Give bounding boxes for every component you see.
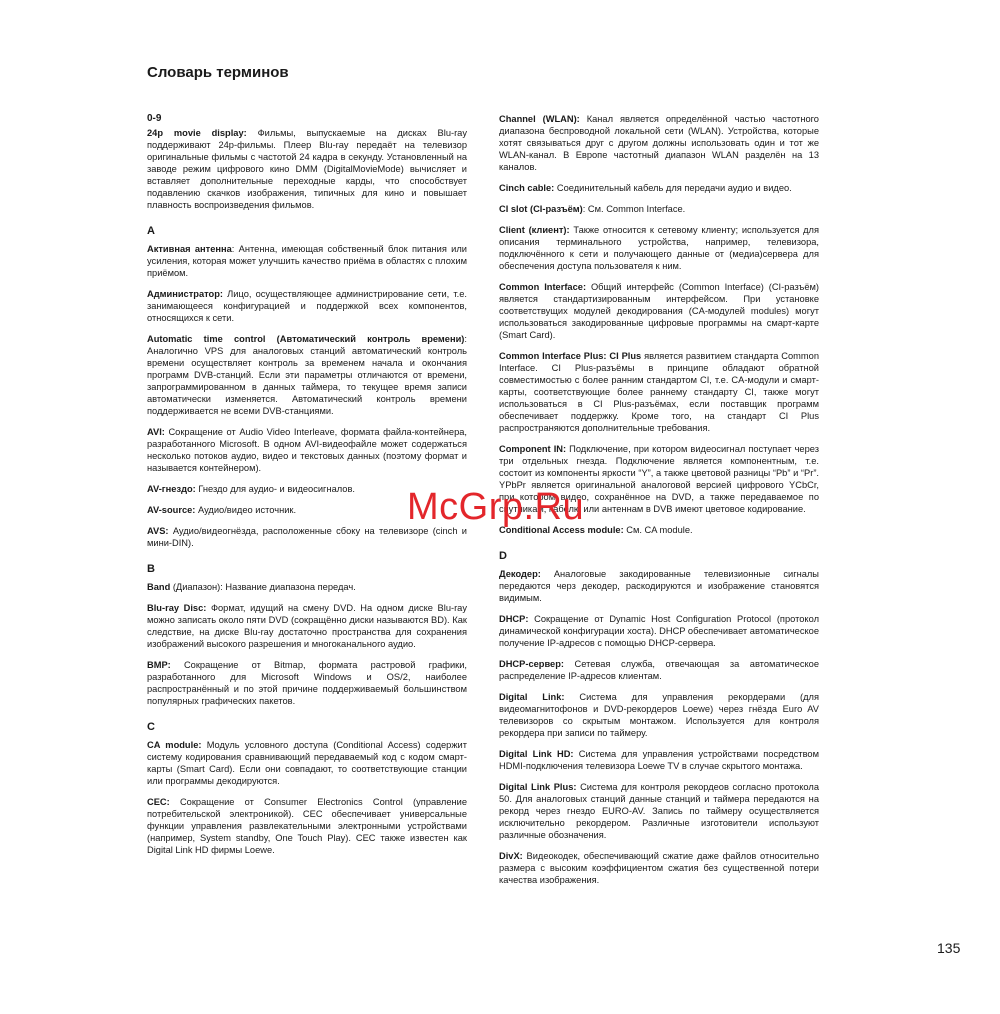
glossary-entry bbox=[499, 203, 819, 215]
glossary-definition: Фильмы, выпускаемые на дисках Blu-ray поддерживают 24p-фильмы. Плеер Blu-ray передаёт на телевизор оригинальные фильмы с частотой 24 кадра в секунду. Установленный на заводе режим цифрового кино DMM (DigitalMovieMode) вычисляет и вставляет дополнительные переходные карды, что способствует подавлению скачков изображения, типичных для кино и повышает плавность воспроизведения фильмов. bbox=[147, 128, 467, 210]
glossary-entry bbox=[147, 739, 467, 787]
glossary-term: Администратор: bbox=[147, 289, 223, 299]
section-letter-heading: D bbox=[499, 550, 507, 562]
glossary-entry bbox=[147, 333, 467, 417]
glossary-term: Digital Link Plus: bbox=[499, 782, 577, 792]
glossary-definition: Подключение, при котором видеосигнал поступает через три отдельных гнезда. Подключение является компонентным, т.е. состоит из компоненты яркости “Y”, а также цветовой разницы “Pb” и “Pr”. YPbPr является оригинальной аналоговой версией цифрового YCbCr, при котором видео, сохранённое на DVD, а также передаваемое по спутникам, кабелю или антеннам в DVB имеют цветовое кодирование. bbox=[499, 444, 819, 514]
glossary-entry bbox=[499, 224, 819, 272]
glossary-entry bbox=[147, 581, 467, 593]
glossary-entry bbox=[147, 426, 467, 474]
glossary-term: Band bbox=[147, 582, 171, 592]
glossary-term: Blu-ray Disc: bbox=[147, 603, 207, 613]
glossary-definition: Система для управления рекордерами (для видеомагнитофонов и DVD-рекордеров Loewe) через гнёзда Euro AV телевизоров со скрытым монтажом. Используется для контроля рекордера при записи по таймеру. bbox=[499, 692, 819, 738]
glossary-term: Component IN: bbox=[499, 444, 567, 454]
glossary-definition: Система для контроля рекордеов согласно протокола 50. Для аналоговых станций данные станций и таймера передаются на рекорд через гнездо EURO-AV. Запись по таймеру осуществляется исключительно рекордером. Различные изготовители используют различные обозначения. bbox=[499, 782, 819, 840]
glossary-term: DivX: bbox=[499, 851, 523, 861]
glossary-term: Common Interface: bbox=[499, 282, 587, 292]
section-letter-heading: 0-9 bbox=[147, 113, 162, 124]
glossary-entry bbox=[499, 781, 819, 841]
glossary-definition: Также относится к сетевому клиенту; используется для описания терминального устройства, например, телевизора, подключённого к сети и получающего данные от (медиа)сервера для обеспечения доступа пользователя к ним. bbox=[499, 225, 819, 271]
glossary-entry bbox=[499, 691, 819, 739]
glossary-definition: является развитием стандарта Common Interface. CI Plus-разъёмы в принципе обладают обратной совместимостью с более ранним стандартом CI, т.е. CA-модули и смарт-карты, соответствующие более раннему стандарту CI, также могут использоваться в CI Plus-разъёмах, если поставщик программ обеспечивает поддержку. Кроме того, на стандарт CI Plus распространяются дополнительные требования. bbox=[499, 351, 819, 433]
glossary-definition: Гнездо для аудио- и видеосигналов. bbox=[195, 484, 355, 494]
glossary-definition: Модуль условного доступа (Conditional Access) содержит систему кодирования сравнивающий передаваемый код с кодом смарт-карты (Smart Card). Если они совпадают, то соответствующие станции или программы декодируются. bbox=[147, 740, 468, 786]
glossary-definition: Система для управления устройствами посредством HDMI-подключения телевизора Loewe TV в случае скрытого монтажа. bbox=[499, 749, 819, 771]
glossary-entry bbox=[147, 659, 467, 707]
glossary-entry bbox=[499, 281, 819, 341]
glossary-definition: Аудио/видео источник. bbox=[195, 505, 297, 515]
glossary-definition: : Антенна, имеющая собственный блок питания или усиления, которая может улучшить качество приёма в областях с плохим приёмом. bbox=[147, 244, 467, 278]
glossary-entry bbox=[147, 127, 467, 211]
glossary-definition: Формат, идущий на смену DVD. На одном диске Blu-ray можно записать около пяти DVD (сокращённо диски называются BD). Как следствие, на диске Blu-ray достаточно пространства для сохранения изображений высокого разрешения и многоканального аудио. bbox=[147, 603, 467, 649]
glossary-entry bbox=[147, 288, 467, 324]
glossary-term: AVI: bbox=[147, 427, 165, 437]
glossary-definition: Аналоговые закодированные телевизионные сигналы передаются черз декодер, раскодируются и изображение становятся видимым. bbox=[499, 569, 819, 603]
glossary-definition: Лицо, осуществляющее администрирование сети, т.е. занимающееся конфигурацией и поддержкой всех компонентов, относящихся к сети. bbox=[147, 289, 467, 323]
glossary-definition: Сокращение от Dynamic Host Configuration Protocol (протокол динамической конфигурации хоста). DHCP обеспечивает автоматическое получение IP-адресов с помощью DHCP-сервера. bbox=[499, 614, 819, 648]
glossary-term: CEC: bbox=[147, 797, 170, 807]
glossary-term: Digital Link HD: bbox=[499, 749, 574, 759]
glossary-entry bbox=[499, 182, 819, 194]
glossary-term: CI slot (CI-разъём) bbox=[499, 204, 583, 214]
glossary-term: Cinch cable: bbox=[499, 183, 555, 193]
glossary-entry bbox=[499, 850, 819, 886]
glossary-definition: Сокращение от Bitmap, формата растровой графики, разработанного для Microsoft Windows и OS/2, наиболее распространённый и по этой причине поддерживаемый большинством популярных графических пакетов. bbox=[147, 660, 467, 706]
page-number: 135 bbox=[937, 940, 961, 956]
glossary-entry bbox=[499, 113, 819, 173]
glossary-definition: : См. Common Interface. bbox=[582, 204, 686, 214]
glossary-term: AV-source: bbox=[147, 505, 196, 515]
glossary-definition: Сокращение от Audio Video Interleave, формата файла-контейнера, разработанного Microsoft. В одном AVI-видеофайле может содержаться несколько потоков аудио, видео и текстовых данных (поэтому формат и называется контейнером). bbox=[147, 427, 467, 473]
glossary-entry bbox=[499, 658, 819, 682]
glossary-definition: : Аналогично VPS для аналоговых станций автоматический контроль времени осуществляет контроль за временем начала и окончания программ DVB-станций. Если эти параметры отличаются от времени, запрограммированном в данных таймера, то текущее время записи автоматически изменяется. Автоматический контроль времени поддерживается не всеми DVB-станциями. bbox=[147, 334, 467, 416]
page-title: Словарь терминов bbox=[147, 64, 289, 81]
glossary-entry bbox=[499, 350, 819, 434]
glossary-definition: Видеокодек, обеспечивающий сжатие даже файлов относительно размера с высоким коэффициентом сжатия без существенной потери качества изображения. bbox=[499, 851, 819, 885]
glossary-entry bbox=[499, 748, 819, 772]
glossary-term: Digital Link: bbox=[499, 692, 565, 702]
glossary-term: AVS: bbox=[147, 526, 169, 536]
glossary-term: DHCP: bbox=[499, 614, 529, 624]
glossary-term: Common Interface Plus: CI Plus bbox=[499, 351, 642, 361]
section-letter-heading: B bbox=[147, 563, 155, 575]
glossary-entry bbox=[499, 568, 819, 604]
glossary-term: Channel (WLAN): bbox=[499, 114, 580, 124]
glossary-definition: Сокращение от Consumer Electronics Control (управление потребительской электроникой). CEC обеспечивает универсальные функции управления развлекательными электронными устройствами (например, System standby, One Touch Play). CEC также известен как Digital Link HD фирмы Loewe. bbox=[147, 797, 467, 855]
glossary-entry bbox=[499, 613, 819, 649]
glossary-term: Client (клиент): bbox=[499, 225, 570, 235]
section-letter-heading: A bbox=[147, 225, 155, 237]
glossary-term: Активная антенна bbox=[147, 244, 232, 254]
glossary-term: BMP: bbox=[147, 660, 171, 670]
glossary-term: Automatic time control (Автоматический контроль времени) bbox=[147, 334, 465, 344]
glossary-definition: Сетевая служба, отвечающая за автоматическое распределение IP-адресов клиентам. bbox=[499, 659, 819, 681]
section-letter-heading: C bbox=[147, 721, 155, 733]
glossary-entry bbox=[147, 796, 467, 856]
glossary-term: AV-гнездо: bbox=[147, 484, 196, 494]
glossary-entry bbox=[147, 602, 467, 650]
glossary-term: Conditional Access module: bbox=[499, 525, 624, 535]
glossary-definition: Канал является определённой частью частотного диапазона беспроводной локальной сети (WLAN). Устройства, которые хотят связываться друг с другом должны использовать один и тот же WLAN-канал. В Европе частотный диапазон WLAN разделён на 13 каналов. bbox=[499, 114, 819, 172]
glossary-definition: См. CA module. bbox=[623, 525, 693, 535]
glossary-definition: (Диапазон): Название диапазона передач. bbox=[170, 582, 356, 592]
glossary-definition: Соединительный кабель для передачи аудио и видео. bbox=[554, 183, 792, 193]
glossary-entry bbox=[147, 243, 467, 279]
glossary-term: 24p movie display: bbox=[147, 128, 247, 138]
watermark-logo: McGrp.Ru bbox=[407, 486, 585, 528]
glossary-term: Декодер: bbox=[499, 569, 541, 579]
glossary-definition: Общий интерфейс (Common Interface) (CI-разъём) является стандартизированным интерфейсом. При установке соответствущих модулей декодирования (CA-модулей modules) могут использоваться закодированные цифровые программы на смарт-карте (Smart Card). bbox=[499, 282, 819, 340]
glossary-definition: Аудио/видеогнёзда, расположенные сбоку на телевизоре (cinch и мини-DIN). bbox=[147, 526, 467, 548]
glossary-term: DHCP-сервер: bbox=[499, 659, 564, 669]
glossary-term: CA module: bbox=[147, 740, 202, 750]
